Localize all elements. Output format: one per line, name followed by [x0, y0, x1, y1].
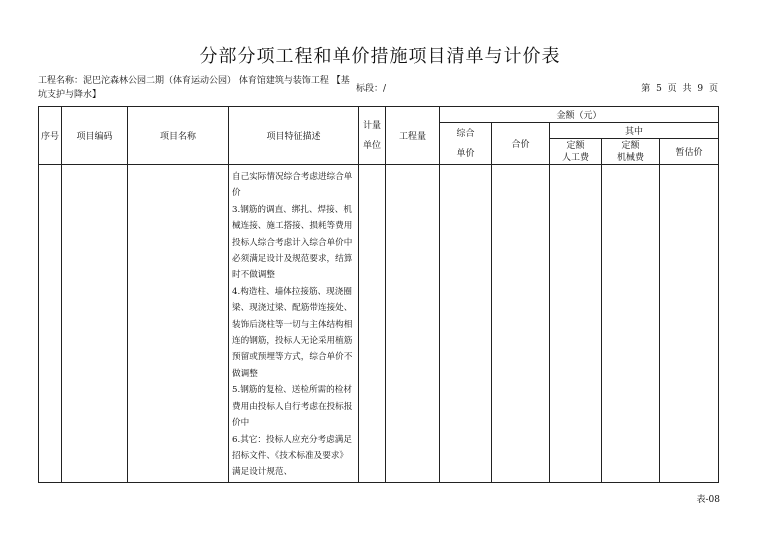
cell-name — [128, 165, 229, 483]
header-unit-top: 计量 — [362, 120, 381, 131]
desc-line: 价中 — [232, 418, 250, 429]
header-amount: 金额（元） — [440, 107, 719, 123]
desc-line: 费用由投标人自行考虑在投标报 — [232, 401, 353, 412]
section-label: 标段： — [356, 84, 384, 94]
header-unit-price-top: 综合 — [456, 128, 475, 139]
desc-line: 械连接、施工搭接、损耗等费用 — [232, 221, 353, 232]
header-machine-bottom: 机械费 — [616, 152, 644, 163]
header-total: 合价 — [492, 123, 550, 165]
header-unit-price-bottom: 单价 — [456, 148, 475, 159]
header-machine — [602, 139, 660, 165]
desc-line: 时不做调整 — [232, 270, 275, 281]
cell-qty — [386, 165, 440, 483]
desc-line: 连的钢筋，投标人无论采用植筋 — [232, 336, 353, 347]
section-value: / — [383, 84, 387, 94]
header-labor — [550, 139, 602, 165]
desc-line: 梁、现浇过梁、配筋带连接处、 — [232, 303, 353, 314]
desc-line: 6.其它：投标人应充分考虑满足 — [232, 434, 352, 445]
desc-line: 装饰后浇柱等一切与主体结构相 — [232, 319, 353, 330]
header-provisional: 暂估价 — [660, 139, 719, 165]
desc-line: 招标文件、《技术标准及要求》 — [232, 450, 349, 461]
project-name-label: 工程名称： — [38, 76, 84, 86]
desc-line: 预留或预埋等方式，综合单价不 — [232, 352, 353, 363]
cell-seq — [39, 165, 62, 483]
cell-provisional — [660, 165, 719, 483]
header-unit — [359, 107, 386, 165]
desc-line: 价 — [232, 188, 241, 199]
section-info — [356, 81, 386, 94]
table-row — [39, 165, 719, 483]
header-code: 项目编码 — [62, 107, 128, 165]
cell-machine — [602, 165, 660, 483]
desc-line: 满足设计规范、 — [232, 467, 293, 478]
desc-line: 自己实际情况综合考虑进综合单 — [232, 172, 353, 182]
header-including: 其中 — [550, 123, 719, 139]
desc-line: 3.钢筋的调直、绑扎、焊接、机 — [232, 204, 352, 215]
pricing-table — [38, 106, 719, 483]
desc-line: 投标人综合考虑计入综合单价中 — [232, 237, 353, 248]
header-machine-top: 定额 — [621, 140, 640, 151]
header-seq: 序号 — [39, 107, 62, 165]
project-name-value: 泥巴沱森林公园二期（体育运动公园） 体育馆建筑与装饰工程 【基坑支护与降水】 — [38, 76, 350, 100]
form-number: 表-08 — [696, 495, 720, 505]
project-name — [38, 74, 358, 102]
cell-code — [62, 165, 128, 483]
desc-line: 必须满足设计及规范要求，结算 — [232, 254, 353, 265]
header-desc: 项目特征描述 — [229, 107, 359, 165]
cell-labor — [550, 165, 602, 483]
header-unit-bottom: 单位 — [362, 140, 381, 151]
desc-line: 4.构造柱、墙体拉接筋、现浇圈 — [232, 286, 352, 297]
header-unit-price — [440, 123, 492, 165]
desc-line: 做调整 — [232, 368, 258, 379]
page-title: 分部分项工程和单价措施项目清单与计价表 — [199, 46, 561, 67]
header-labor-bottom: 人工费 — [561, 152, 589, 163]
header-name: 项目名称 — [128, 107, 229, 165]
cell-unit-price — [440, 165, 492, 483]
cell-total — [492, 165, 550, 483]
header-labor-top: 定额 — [566, 140, 585, 151]
cell-desc — [229, 165, 359, 483]
page-info: 第 5 页 共 9 页 — [641, 84, 718, 94]
desc-line: 5.钢筋的复检、送检所需的检材 — [232, 385, 352, 396]
header-qty: 工程量 — [386, 107, 440, 165]
cell-unit — [359, 165, 386, 483]
